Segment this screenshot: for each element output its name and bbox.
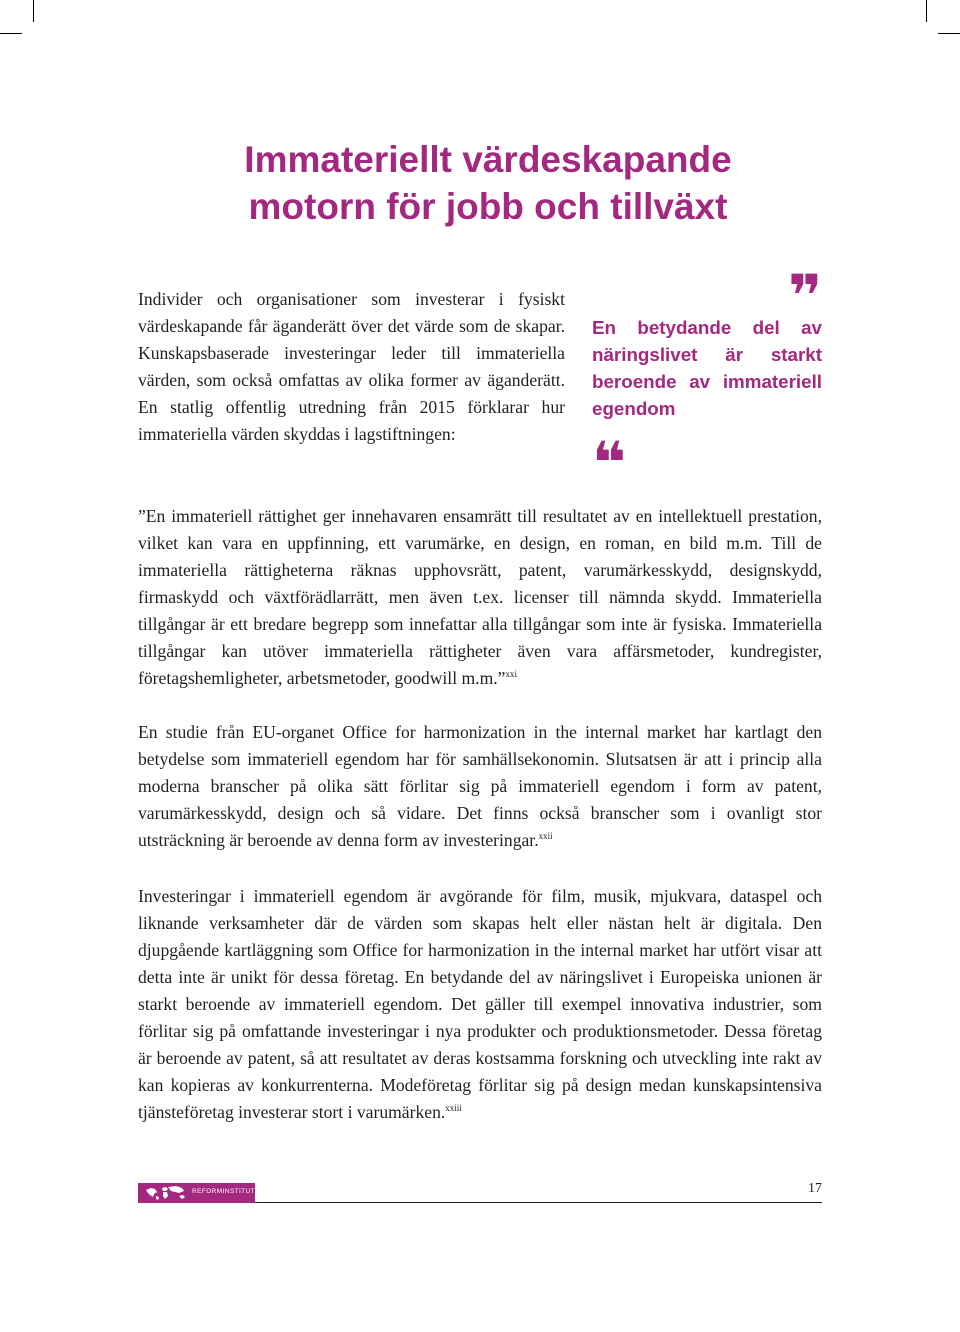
page-title-line: motorn för jobb och tillväxt (248, 186, 728, 227)
brand-name: REFORMINSTITUTET (192, 1188, 265, 1195)
body-paragraph (138, 503, 822, 692)
pull-quote (592, 264, 822, 496)
pull-quote-text: En betydande del av näringslivet är starkt beroende av immateriell egendom (592, 317, 822, 419)
crop-mark-top-right (926, 0, 927, 22)
crop-mark-top-right (938, 33, 960, 34)
world-map-icon (144, 1185, 188, 1201)
crop-mark-top-left (33, 0, 34, 22)
footnote-ref: xxii (538, 831, 553, 841)
crop-mark-top-left (0, 33, 22, 34)
paragraph-text: ”En immateriell rättighet ger innehavaren ensamrätt till resultatet av en intellektuell prestation, vilket kan vara en uppfinning, ett varumärke, en design, en roman, en bild m.m. Till de immateriella rättigheterna räknas upphovsrätt, patent, varumärkesskydd, designskydd, firmaskydd och växtförädlarrätt, men även t.ex. licenser till nämnda skydd. Immateriella tillgångar är ett bredare begrepp som innefattar alla tillgångar som inte är fysiska. Immateriella tillgångar kan utöver immateriella rättigheter även vara affärsmetoder, kundregister, företagshemligheter, arbetsmetoder, goodwill m.m.” (138, 506, 822, 688)
footnote-ref: xxiii (445, 1103, 462, 1113)
quote-open-icon: ❝ (592, 431, 627, 496)
footer-rule (255, 1202, 822, 1203)
quote-close-icon: ❞ (787, 264, 822, 329)
footnote-ref: xxi (505, 669, 517, 679)
intro-paragraph: Individer och organisationer som investerar i fysiskt värdeskapande får äganderätt över det värde som de skapar. Kunskapsbaserade investeringar leder till immateriella värden, som också omfattas av olika former av äganderätt. En statlig offentlig utredning från 2015 förklarar hur immateriella värden skyddas i lagstiftningen: (138, 289, 565, 444)
page-number: 17 (808, 1181, 822, 1196)
page-footer (138, 1183, 822, 1205)
paragraph-text: En studie från EU-organet Office for harmonization in the internal market har kartlagt den betydelse som immateriell egendom har för samhällsekonomin. Slutsatsen är att i princip alla moderna branscher på olika sätt förlitar sig på immateriell egendom i form av patent, varumärkesskydd, design och så vidare. Det finns också branscher som i ovanligt stor utsträckning är beroende av denna form av investeringar. (138, 722, 822, 850)
reforminstitutet-logo (138, 1183, 265, 1203)
page-title (138, 136, 838, 230)
paragraph-text: Investeringar i immateriell egendom är avgörande för film, musik, mjukvara, dataspel och liknande verksamheter där de värden som skapas helt eller nästan helt är digitala. Den djupgående kartläggning som Office for harmonization in the internal market har utfört visar att detta inte är unikt för dessa företag. En betydande del av näringslivet i Europeiska unionen är starkt beroende av immateriell egendom. Det gäller till exempel innovativa industrier, som förlitar sig på omfattande investeringar i nya produkter och produktionsmetoder. Dessa företag är beroende av patent, så att resultatet av deras kostsamma forskning och utveckling inte rakt av kan kopieras av konkurrenterna. Modeföretag förlitar sig på design medan kunskapsintensiva tjänsteföretag investerar stort i varumärken. (138, 886, 822, 1122)
body-paragraph (138, 719, 822, 854)
body-paragraph (138, 883, 822, 1126)
page-title-line: Immateriellt värdeskapande (244, 139, 732, 180)
